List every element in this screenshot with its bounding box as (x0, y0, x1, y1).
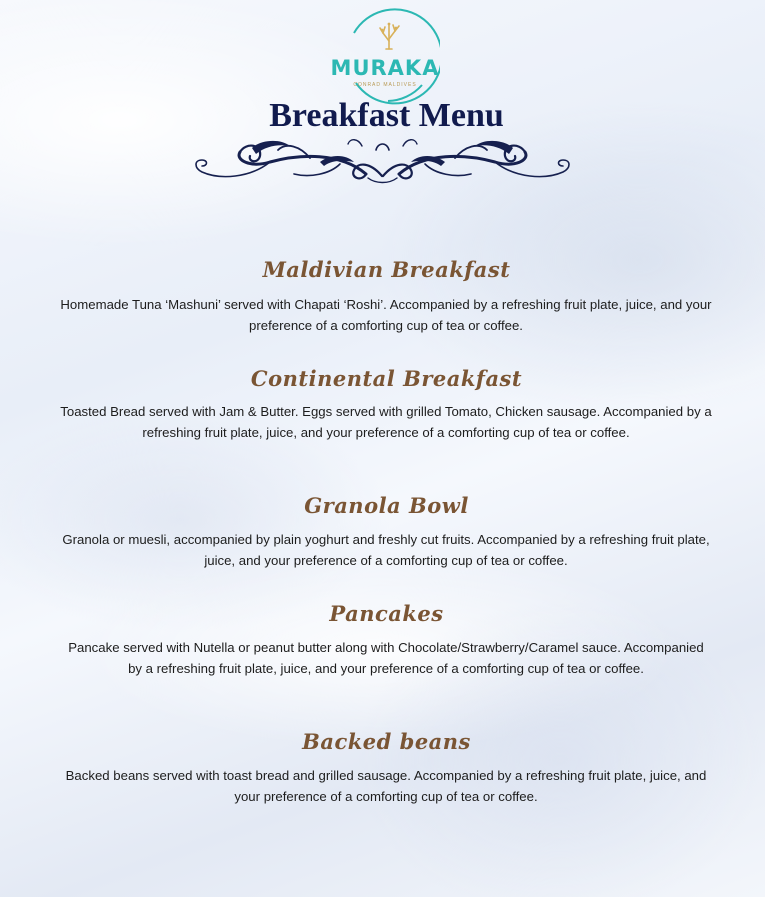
menu-item-title: Backed beans (302, 729, 471, 754)
brand-name: MURAKA (330, 56, 440, 80)
menu-item-description: Backed beans served with toast bread and grilled sausage. Accompanied by a refreshing fruit plate, juice, and your preference of a comforting cup of tea or coffee. (65, 768, 707, 804)
menu-item-title: Continental Breakfast (250, 366, 523, 391)
decorative-flourish-icon (190, 132, 575, 187)
brand-subtitle: CONRAD MALDIVES (353, 82, 417, 88)
menu-item-description: Homemade Tuna ‘Mashuni’ served with Chapati ‘Roshi’. Accompanied by a refreshing fruit plate, juice, and your preference of a comforting cup of tea or coffee. (60, 297, 712, 333)
menu-item-title: Granola Bowl (304, 493, 469, 518)
menu-item-title: Pancakes (329, 601, 444, 626)
menu-item-description: Toasted Bread served with Jam & Butter. Eggs served with grilled Tomato, Chicken sausage. Accompanied by a refreshing fruit plate, juice, and your preference of a comforting cup of tea or coffee. (60, 404, 712, 440)
muraka-logo (338, 3, 440, 105)
menu-item-title: Maldivian Breakfast (262, 257, 511, 282)
page-title: Breakfast Menu (269, 97, 504, 134)
logo-ring-icon (338, 3, 440, 105)
menu-item-description: Granola or muesli, accompanied by plain yoghurt and freshly cut fruits. Accompanied by a refreshing fruit plate, juice, and your preference of a comforting cup of tea or coffee. (62, 532, 710, 568)
menu-item-description: Pancake served with Nutella or peanut butter along with Chocolate/Strawberry/Caramel sauce. Accompanied by a refreshing fruit plate, juice, and your preference of a comforting cup of tea or coffee. (68, 640, 704, 676)
